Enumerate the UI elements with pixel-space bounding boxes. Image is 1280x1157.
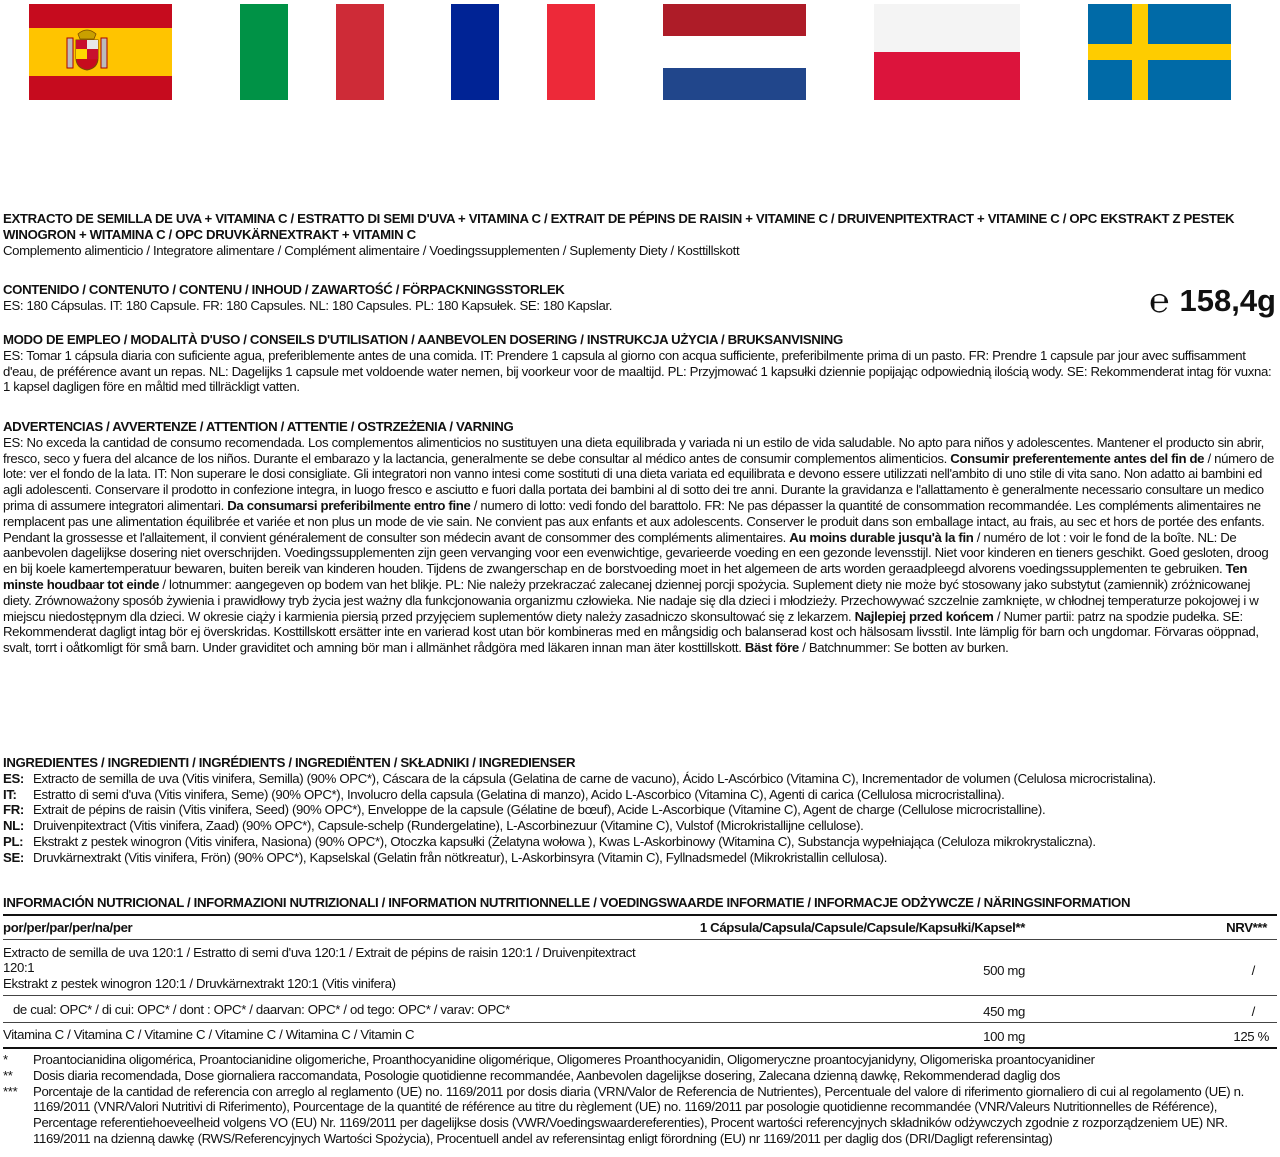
ingredient-row — [3, 802, 1277, 818]
best-before-es: Consumir preferentemente antes del fin de — [950, 450, 1205, 466]
nutrition-row — [3, 1022, 1277, 1047]
ingredient-text: Estratto di semi d'uva (Vitis vinifera, Seme) (90% OPC*), Involucro della capsula (Gelatina di manzo), Acido L-Ascorbico (Vitamina C), Agenti di carica (Cellulosa microcristallina). — [33, 786, 1005, 802]
ingredient-lang: FR: — [3, 802, 24, 818]
usage-section — [3, 332, 1277, 395]
nutrition-row-label: de cual: OPC* / di cui: OPC* / dont : OPC* / daarvan: OPC* / od tego: OPC* / varav: OPC* — [3, 1001, 510, 1017]
nutrition-row-label-line: Ekstrakt z pestek winogron 120:1 / Druvkärnextrakt 120:1 (Vitis vinifera) — [3, 976, 396, 992]
lot-se: / Batchnummer: Se botten av burken. — [798, 640, 1009, 656]
sweden-flag — [1088, 4, 1231, 100]
footnote-mark: ** — [3, 1067, 13, 1083]
ingredient-row — [3, 771, 1277, 787]
ingredient-text: Extrait de pépins de raisin (Vitis vinifera, Seed) (90% OPC*), Enveloppe de la capsule (Gélatine de bœuf), Acide L-Ascorbique (Vitamine C), Agent de charge (Cellulose microcristalline). — [33, 802, 1046, 818]
lot-nl: / lotnummer: aangegeven op bodem van het blikje. — [159, 576, 446, 592]
warning-es: ES: No exceda la cantidad de consumo recomendada. Los complementos alimenticios no sustituyen una dieta equilibrada y variada ni un estilo de vida saludable. No apto para niños y adolescentes. Mantener el producto sin abrir, fresco, seco y fuera del alcance de los niños. Durante el embarazo y la lactancia, generalmente se debe consultar al médico antes de consumir complementos alimenticios. — [3, 434, 1264, 466]
best-before-it: Da consumarsi preferibilmente entro fine — [227, 497, 471, 513]
nutrition-col-per: por/per/par/per/na/per — [3, 919, 133, 935]
warning-it: IT: Non superare le dosi consigliate. Gli integratori non vanno intesi come sostituti di una dieta variata ed equilibrata e devono essere utilizzati nell'ambito di uno stile di vita sano. Non adatto ai bambini ed agli adolescenti. Conservare il prodotto in confezione integra, in luogo fresco e asciutto e fuori dalla portata dei bambini al di sotto dei tre anni. Durante la gravidanza e l'allattamento è generalmente necessario consultare un medico prima di assumere integratori alimentari. — [3, 466, 1264, 513]
warning-nl: NL: De aanbevolen dagelijkse dosering niet overschrijden. Voedingssupplementen zijn geen vervanging voor een evenwichtige, gevarieerde voeding en een gezonde levensstijl. Niet voor kinderen en tieners geschikt. Goed gesloten, droog en bij koele kamertemperatuur bewaren, buiten bereik van kinderen houden. Tijdens de zwangerschap en de borstvoeding moet in het algemeen de arts worden geraadpleegd alvorens voedingssupplementen te gebruiken. — [3, 529, 1269, 577]
nutrition-col-nrv: NRV*** — [1226, 919, 1267, 935]
nutrition-header-row — [3, 915, 1277, 939]
ingredient-row — [3, 818, 1277, 834]
best-before-se: Bäst före — [744, 640, 799, 656]
ingredients-heading: INGREDIENTES / INGREDIENTI / INGRÉDIENTS / INGREDIËNTEN / SKŁADNIKI / INGREDIENSER — [3, 755, 576, 770]
spain-flag — [29, 4, 172, 100]
lot-it: / numero di lotto: vedi fondo del barattolo. — [470, 497, 705, 513]
warning-pl: PL: Nie należy przekraczać zalecanej dziennej porcji spożycia. Suplement diety nie może być stosowany jako substytut (zamiennik) zróżnicowanej diety. Zrównoważony sposób żywienia i prawidłowy tryb życia jest ważny dla funkcjonowania organizmu człowieka. Nie nadaje się dla dzieci i młodzieży. Przechowywać szczelnie zamknięte, w chłodnej temperaturze pokojowej i w miejscu niedostępnym dla dzieci. W okresie ciąży i karmienia piersią przed przyjęciem suplementów diety należy zasadniczo skonsultować się z lekarzem. — [3, 576, 1259, 624]
lot-es: / número de lote: ver el fondo de la lata. — [3, 450, 1274, 482]
footnote-text: Dosis diaria recomendada, Dose giornaliera raccomandata, Posologie quotidienne recommandée, Aanbevolen dagelijkse dosering, Zalecana dzienną dawkę, Rekommenderad daglig dos — [33, 1067, 1060, 1083]
content-heading: CONTENIDO / CONTENUTO / CONTENU / INHOUD / ZAWARTOŚĆ / FÖRPACKNINGSSTORLEK — [3, 282, 565, 297]
footnote-text: Porcentaje de la cantidad de referencia con arreglo al reglamento (UE) no. 1169/2011 por dosis diaria (VRN/Valor de Referencia de Nutrientes), Percentuale del valore di riferimento giornaliero di cui al regolamento (UE) n. 1169/2011 (VNR/Valori Nutritivi di Riferimento), Pourcentage de la quantité de référence au titre du règlement (UE) no. 1169/2011 par posologie quotidienne recommandée (VNR/Valeurs Nutritionnelles de Référence), Percentage referentiehoeveelheid volgens VO (EU) Nr. 1169/2011 per dagelijkse dosis (VWR/Voedingswaardereferenties), Procent wartości referencyjnych składników odżywczych zgodnie z rozporządzeniem UE) NR. 1169/2011 na dzienną dawkę (RWS/Referencyjnych Wartości Spożycia), Procentuell andel av referensintag enligt förordning (EU) nr 1169/2011 per daglig dos (DRI/Dagligt referensintag) — [33, 1083, 1244, 1146]
ingredient-row — [3, 850, 1277, 866]
ingredient-lang: PL: — [3, 833, 24, 849]
content-line: ES: 180 Cápsulas. IT: 180 Capsule. FR: 180 Capsules. NL: 180 Capsules. PL: 180 Kapsułek. SE: 180 Kapslar. — [3, 297, 613, 313]
ingredient-lang: ES: — [3, 770, 24, 786]
best-before-pl: Najlepiej przed końcem — [854, 608, 994, 624]
net-weight-value: 158,4g — [1179, 283, 1276, 318]
nutrition-row — [3, 995, 1277, 1022]
product-title: EXTRACTO DE SEMILLA DE UVA + VITAMINA C / ESTRATTO DI SEMI D'UVA + VITAMINA C / EXTRAIT DE PÉPINS DE RAISIN + VITAMINE C / DRUIVENPITEXTRACT + VITAMINE C / OPC EKSTRAKT Z PESTEK WINOGRON + WITAMINA C / OPC DRUVKÄRNEXTRAKT + VITAMIN C — [3, 211, 1235, 242]
netherlands-flag — [663, 4, 806, 100]
footnote — [3, 1084, 1277, 1147]
nutrition-row-label: Vitamina C / Vitamina C / Vitamine C / Vitamine C / Witamina C / Vitamin C — [3, 1026, 415, 1042]
ingredient-text: Druivenpitextract (Vitis vinifera, Zaad) (90% OPC*), Capsule-schelp (Rundergelatine), L-Ascorbinezuur (Vitamine C), Vulstof (Microkristallijne cellulose). — [33, 818, 864, 834]
italy-flag — [240, 4, 384, 100]
net-weight — [1149, 283, 1276, 319]
ingredient-text: Druvkärnextrakt (Vitis vinifera, Frön) (90% OPC*), Kapselskal (Gelatin från nötkreatur), L-Askorbinsyra (Vitamin C), Fyllnadsmedel (Mikrokristallin cellulosa). — [33, 849, 888, 865]
ingredient-lang: SE: — [3, 849, 24, 865]
ingredient-text: Ekstrakt z pestek winogron (Vitis vinifera, Nasiona) (90% OPC*), Otoczka kapsułki (Żelatyna wołowa ), Kwas L-Askorbinowy (Witamina C), Substancja wypełniająca (Celuloza mikrokrystaliczna). — [33, 833, 1096, 849]
warning-se: SE: Rekommenderat dagligt intag bör ej överskridas. Kosttillskott ersätter inte en varierad kost utan bör kombineras med en mångsidig och balanserad kost och hälsosam livsstil. Inte lämplig för barn och ungdomar. Förvaras oöppnad, svalt, torrt i oåtkomligt för små barn. Under graviditet och amning bör man i allmänhet rådgöra med läkaren innan man äter kosttillskott. — [3, 608, 1259, 656]
best-before-fr: Au moins durable jusqu'à la fin — [789, 529, 974, 545]
nutrition-row-amount: 100 mg — [983, 1028, 1025, 1044]
footnotes-section — [3, 1052, 1277, 1147]
nutrition-row-label-line: Extracto de semilla de uva 120:1 / Estratto di semi d'uva 120:1 / Extrait de pépins de raisin 120:1 / Druivenpitextract 120:1 — [3, 944, 636, 976]
lot-pl: / Numer partii: patrz na spodzie pudełka. — [993, 608, 1223, 624]
lot-fr: / numéro de lot : voir le fond de la boîte. — [973, 529, 1198, 545]
nutrition-row — [3, 939, 1277, 995]
ingredient-row — [3, 787, 1277, 803]
footnote-mark: *** — [3, 1083, 18, 1099]
nutrition-row-amount: 450 mg — [983, 1003, 1025, 1019]
warnings-heading: ADVERTENCIAS / AVVERTENZE / ATTENTION / ATTENTIE / OSTRZEŻENIA / VARNING — [3, 419, 514, 434]
nutrition-table — [3, 914, 1277, 1049]
usage-text: ES: Tomar 1 cápsula diaria con suficiente agua, preferiblemente antes de una comida. IT: Prendere 1 capsula al giorno con acqua sufficiente, preferibilmente prima di un pasto. FR: Prendre 1 capsule par jour avec suffisamment d'eau, de préférence avant un repas. NL: Dagelijks 1 capsule met voldoende water nemen, bij voorkeur voor de maaltijd. PL: Przyjmować 1 kapsułki dziennie popijając odpowiednią ilością wody. SE: Rekommenderat intag för vuxna: 1 kapsel dagligen före en måltid med tillräckligt vatten. — [3, 347, 1272, 395]
france-flag — [451, 4, 595, 100]
ingredient-lang: NL: — [3, 818, 24, 834]
product-subtitle: Complemento alimenticio / Integratore alimentare / Complément alimentaire / Voedingssupplementen / Suplementy Diety / Kosttillskott — [3, 242, 740, 258]
footnote-text: Proantocianidina oligomérica, Proantocianidine oligomeriche, Proanthocyanidine oligomérique, Oligomeres Proanthocyanidin, Oligomeryczne proantocyjanidyny, Oligomeriska proantocyanidiner — [33, 1052, 1095, 1067]
ingredient-row — [3, 834, 1277, 850]
ingredients-section — [3, 755, 1277, 866]
nutrition-col-capsule: 1 Cápsula/Capsula/Capsule/Capsule/Kapsułki/Kapsel** — [699, 919, 1025, 935]
footnote — [3, 1068, 1277, 1084]
product-section — [3, 211, 1277, 258]
nutrition-row-nrv: / — [1251, 963, 1255, 979]
warnings-section — [3, 419, 1277, 656]
nutrition-row-nrv: / — [1251, 1003, 1255, 1019]
estimated-sign-icon: ℮ — [1149, 282, 1170, 320]
content-section — [3, 282, 1277, 320]
warnings-text — [3, 435, 1277, 656]
ingredient-lang: IT: — [3, 786, 17, 802]
usage-heading: MODO DE EMPLEO / MODALITÀ D'USO / CONSEILS D'UTILISATION / AANBEVOLEN DOSERING / INSTRUKCJA UŻYCIA / BRUKSANVISNING — [3, 332, 843, 347]
warning-fr: FR: Ne pas dépasser la quantité de consommation recommandée. Les compléments alimentaires ne remplacent pas une alimentation équilibrée et variée et non plus un mode de vie sain. Ne convient pas aux enfants et aux adolescents. Conserver le produit dans son emballage intact, au frais, au sec et hors de portée des enfants. Pendant la grossesse et l'allaitement, il convient généralement de consulter son médecin avant de consommer des compléments alimentaires. — [3, 497, 1265, 545]
nutrition-section — [3, 895, 1277, 1049]
nutrition-row-label — [3, 939, 665, 995]
footnote-mark: * — [3, 1052, 8, 1067]
nutrition-row-amount: 500 mg — [983, 963, 1025, 979]
nutrition-row-nrv: 125 % — [1233, 1028, 1269, 1044]
flags-row — [0, 0, 1280, 110]
ingredient-text: Extracto de semilla de uva (Vitis vinifera, Semilla) (90% OPC*), Cáscara de la cápsula (Gelatina de carne de vacuno), Ácido L-Ascórbico (Vitamina C), Incrementador de volumen (Celulosa microcristalina). — [33, 770, 1156, 786]
best-before-nl: Ten minste houdbaar tot einde — [3, 561, 1248, 592]
nutrition-heading: INFORMACIÓN NUTRICIONAL / INFORMAZIONI NUTRIZIONALI / INFORMATION NUTRITIONNELLE / VOEDINGSWAARDE INFORMATIE / INFORMACJE ODŻYWCZE / NÄRINGSINFORMATION — [3, 895, 1131, 910]
poland-flag — [874, 4, 1020, 100]
footnote — [3, 1052, 1277, 1068]
